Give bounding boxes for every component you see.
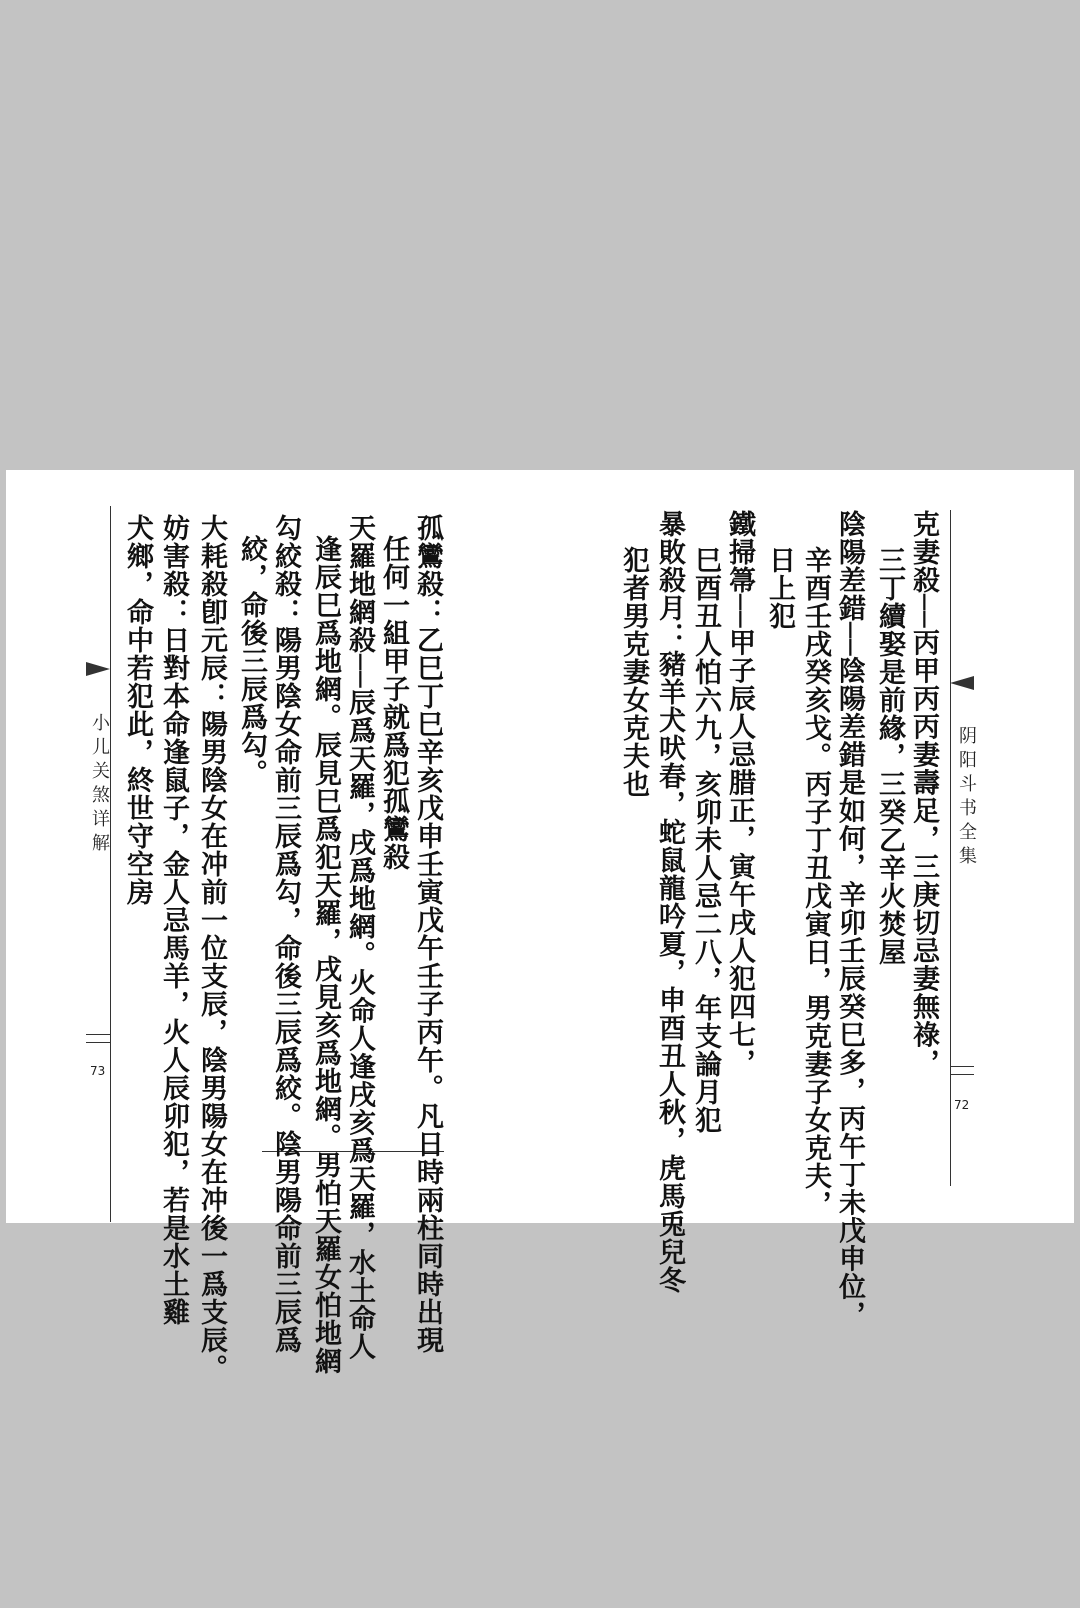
text-column: 陰陽差錯──陰陽差錯是如何，辛卯壬辰癸巳多，丙午丁未戊申位， <box>834 510 865 1329</box>
left-page-margin-rule <box>110 506 111 1222</box>
text-column: 三丁續娶是前緣，三癸乙辛火焚屋 <box>874 546 905 966</box>
text-column: 日上犯 <box>764 546 795 630</box>
right-page-rule-mark <box>950 1066 974 1067</box>
left-page-rule-mark <box>86 1034 110 1035</box>
scanned-book-spread <box>6 470 1074 1382</box>
right-page-tab-mark <box>950 676 974 690</box>
text-column: 克妻殺──丙甲丙丙妻壽足，三庚切忌妻無祿， <box>908 510 939 1077</box>
text-column: 暴敗殺月：豬羊犬吠春，蛇鼠龍吟夏，申酉丑人秋，虎馬兎兒冬 <box>654 510 685 1294</box>
right-running-title: 阴阳斗书全集 <box>956 726 977 870</box>
text-column: 逢辰巳爲地網。辰見巳爲犯天羅，戌見亥爲地網。男怕天羅女怕地網 <box>310 535 341 1375</box>
text-column: 犯者男克妻女克夫也 <box>618 546 649 798</box>
text-column: 辛酉壬戌癸亥戈。丙子丁丑戊寅日，男克妻子女克夫， <box>800 546 831 1218</box>
text-column: 巳酉丑人怕六九，亥卯未人忌二八，年支論月犯 <box>690 546 721 1134</box>
text-column: 天羅地網殺──辰爲天羅，戌爲地網。火命人逢戌亥爲天羅，水土命人 <box>344 514 375 1361</box>
text-column: 勾絞殺：陽男陰女命前三辰爲勾，命後三辰爲絞。陰男陽命前三辰爲 <box>270 514 301 1354</box>
left-running-title: 小儿关煞详解 <box>89 713 110 857</box>
text-column: 任何一組甲子就爲犯孤鸞殺 <box>378 535 409 871</box>
left-page-number: 73 <box>90 1064 106 1078</box>
text-column: 鐵掃箒──甲子辰人忌腊正，寅午戌人犯四七， <box>724 510 755 1077</box>
text-column: 犬鄉，命中若犯此，終世守空房 <box>122 514 153 906</box>
text-column: 大耗殺卽元辰：陽男陰女在冲前一位支辰，陰男陽女在冲後一爲支辰。 <box>196 514 227 1382</box>
left-page-tab-mark <box>86 662 110 676</box>
text-column: 妨害殺：日對本命逢鼠子，金人忌馬羊，火人辰卯犯，若是水土雞 <box>158 514 189 1326</box>
right-page-rule-mark-2 <box>950 1074 974 1075</box>
left-page-rule-mark-2 <box>86 1042 110 1043</box>
text-column: 孤鸞殺：乙巳丁巳辛亥戊申壬寅戊午壬子丙午。凡日時兩柱同時出現 <box>412 514 443 1354</box>
text-column: 絞，命後三辰爲勾。 <box>236 535 267 787</box>
right-page-margin-rule <box>950 510 951 1186</box>
right-page-number: 72 <box>954 1098 970 1112</box>
